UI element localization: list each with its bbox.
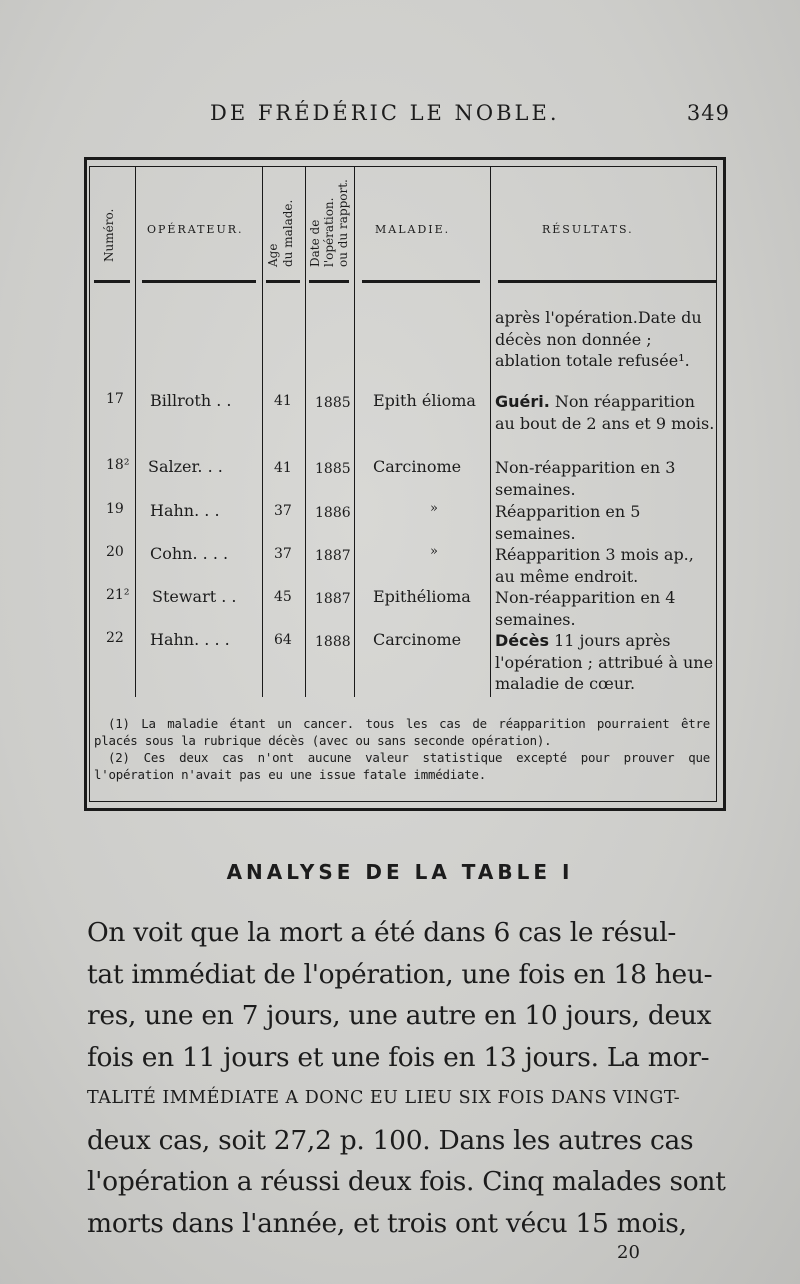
- row-result: [495, 544, 715, 587]
- page-number: 349: [686, 101, 730, 125]
- table-footnotes: [90, 715, 716, 783]
- header-resultats: RÉSULTATS.: [542, 223, 634, 236]
- row-age: 64: [274, 632, 292, 648]
- row-result: [495, 501, 715, 544]
- row-result: [495, 587, 715, 630]
- header-age-2: du malade.: [281, 199, 295, 267]
- body-line: On voit que la mort a été dans 6 cas le résul-: [87, 917, 677, 948]
- row-num: 20: [106, 544, 124, 560]
- header-maladie: MALADIE.: [375, 223, 451, 236]
- col-sep: [354, 167, 355, 697]
- row-operator: Hahn. . . .: [150, 630, 230, 649]
- col-sep: [305, 167, 306, 697]
- body-line: fois en 11 jours et une fois en 13 jours. La mor-: [87, 1041, 710, 1073]
- row-operator: Cohn. . . .: [150, 544, 229, 563]
- row-operator: Salzer. . .: [148, 457, 223, 476]
- header-age-1: Age: [266, 243, 280, 267]
- header-rule: [94, 280, 130, 283]
- header-operateur: OPÉRATEUR.: [147, 223, 244, 236]
- row-age: 41: [274, 460, 292, 476]
- row-age: 37: [274, 503, 292, 519]
- result-bold: Décès: [495, 631, 549, 650]
- row-date: 1885: [315, 461, 351, 477]
- row-result: [495, 457, 715, 500]
- row-num: 21²: [106, 587, 130, 603]
- header-date-2: l'opération.: [322, 197, 336, 267]
- row-num: 17: [106, 391, 124, 407]
- body-line: deux cas, soit 27,2 p. 100. Dans les autres cas: [87, 1124, 694, 1156]
- section-title: ANALYSE DE LA TABLE I: [226, 860, 574, 884]
- body-line: l'opération a réussi deux fois. Cinq malades sont: [87, 1166, 726, 1197]
- row-operator: Stewart . .: [152, 587, 237, 606]
- row-date: 1887: [315, 548, 351, 564]
- row-result: [495, 391, 715, 434]
- result-text: Non réapparition au bout de 2 ans et 9 mois.: [495, 392, 715, 433]
- header-date-1: Date de: [308, 219, 322, 267]
- body-line: morts dans l'année, et trois ont vécu 15 mois,: [87, 1207, 687, 1239]
- row-date: 1888: [315, 634, 351, 650]
- result-text: Non-réapparition en 3 semaines.: [495, 458, 676, 499]
- row-age: 41: [274, 393, 292, 409]
- row-age: 37: [274, 546, 292, 562]
- header-rule: [498, 280, 716, 283]
- header-numero: Numéro.: [102, 208, 116, 262]
- result-carryover: après l'opération.Date du décès non donnée ; ablation totale refusée¹.: [495, 308, 702, 370]
- body-line: res, une en 7 jours, une autre en 10 jours, deux: [87, 1000, 712, 1031]
- row-operator: Hahn. . .: [150, 501, 220, 520]
- header-rule: [309, 280, 349, 283]
- result-text: Réapparition 3 mois ap., au même endroit.: [495, 545, 694, 586]
- footnote-1: (1) La maladie étant un cancer. tous les cas de réapparition pourraient être placés sous la rubrique décès (avec ou sans seconde opération).: [94, 716, 710, 748]
- header-rule: [266, 280, 300, 283]
- result-text: Réapparition en 5 semaines.: [495, 502, 641, 543]
- results-table: [84, 157, 726, 811]
- body-line: tat immédiat de l'opération, une fois en 18 heu-: [87, 958, 713, 990]
- row-operator: Billroth . .: [150, 391, 232, 410]
- header-rule: [142, 280, 256, 283]
- row-age: 45: [274, 589, 292, 605]
- body-paragraph: [87, 912, 727, 1244]
- row-disease: Carcinome: [373, 630, 462, 649]
- row-disease: Epith élioma: [373, 391, 476, 410]
- row-date: 1886: [315, 505, 351, 521]
- running-title: DE FRÉDÉRIC LE NOBLE.: [210, 101, 560, 125]
- result-bold: Guéri.: [495, 392, 550, 411]
- footnote-2: (2) Ces deux cas n'ont aucune valeur statistique excepté pour prouver que l'opération n'avait pas eu une issue fatale immédiate.: [94, 750, 710, 782]
- row-disease: Carcinome: [373, 457, 462, 476]
- row-date: 1885: [315, 395, 351, 411]
- col-sep: [490, 167, 491, 697]
- row-num: 19: [106, 501, 124, 517]
- header-date-3: ou du rapport.: [336, 179, 350, 267]
- body-line-smallcaps: TALITÉ IMMÉDIATE A DONC EU LIEU SIX FOIS DANS VINGT-: [87, 1088, 681, 1108]
- row-disease-ditto: »: [430, 501, 438, 516]
- row-num: 18²: [106, 457, 130, 473]
- row-disease-ditto: »: [430, 544, 438, 559]
- result-text: Non-réapparition en 4 semaines.: [495, 588, 676, 629]
- result-text: 11 jours après l'opération ; attribué à une maladie de cœur.: [495, 631, 714, 693]
- row-num: 22: [106, 630, 124, 646]
- running-head: [210, 101, 730, 135]
- table-inner-border: [89, 166, 717, 802]
- row-disease: Epithélioma: [373, 587, 471, 606]
- header-rule: [362, 280, 480, 283]
- col-sep: [135, 167, 136, 697]
- signature-mark: 20: [617, 1242, 640, 1263]
- row-date: 1887: [315, 591, 351, 607]
- col-sep: [262, 167, 263, 697]
- row-result: [495, 630, 715, 695]
